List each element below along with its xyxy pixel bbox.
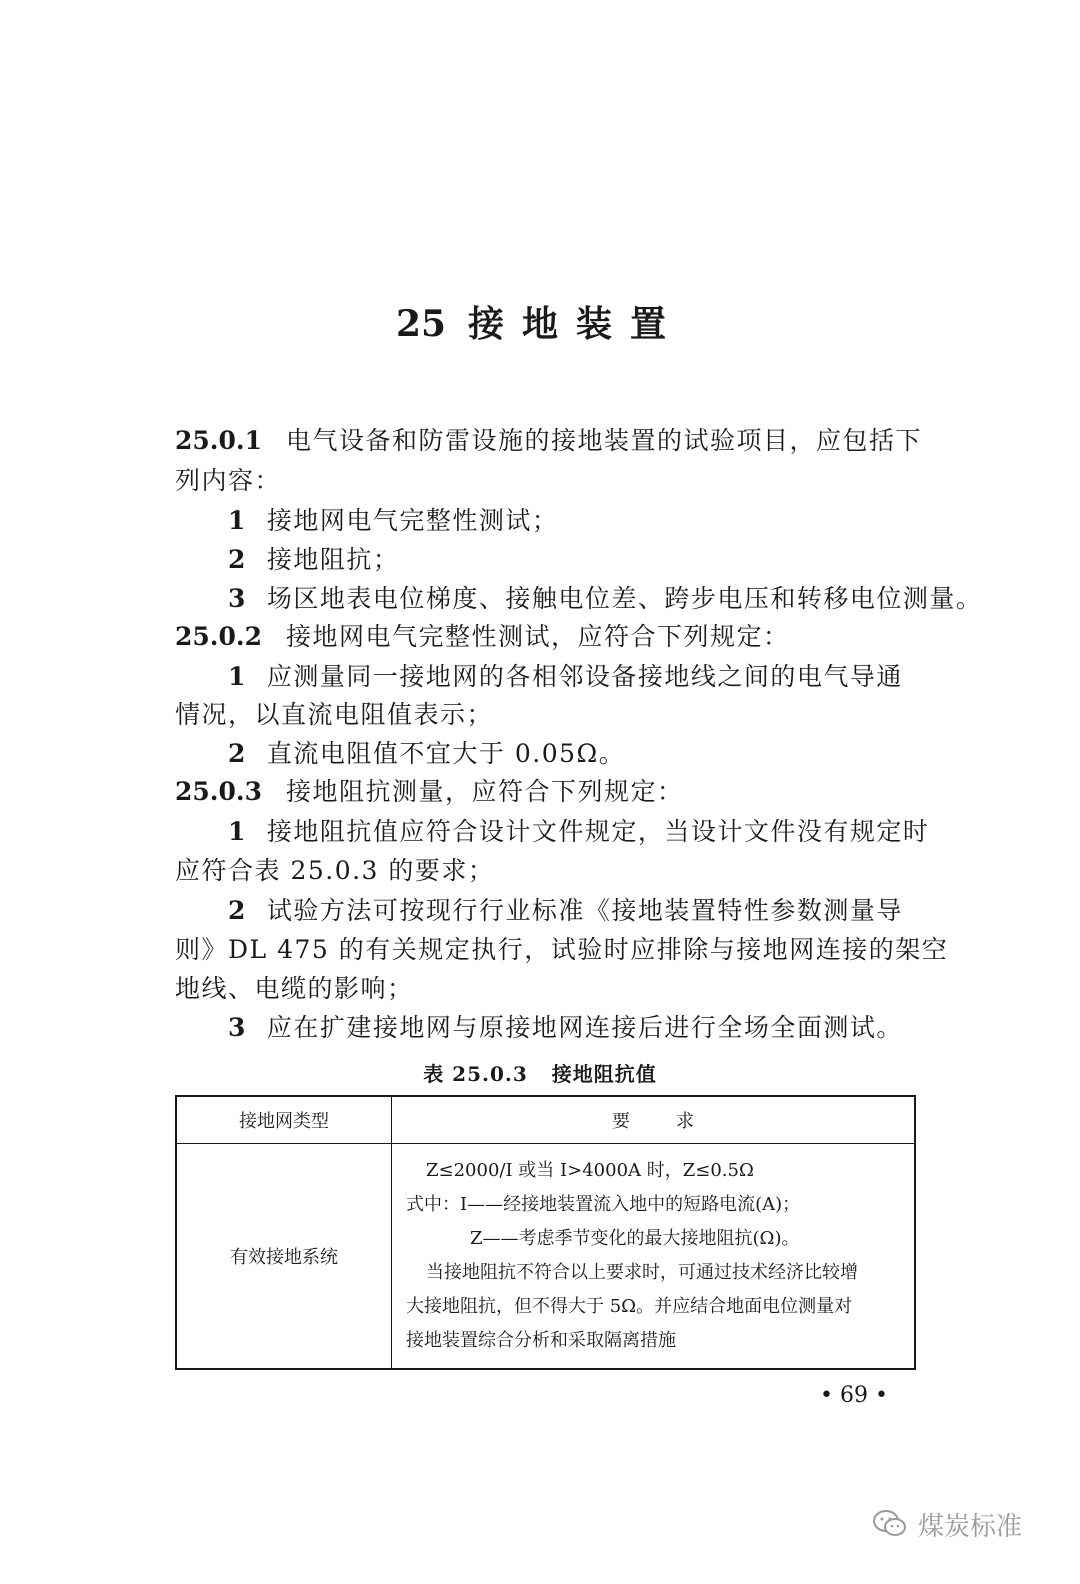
requirement-note-line: 大接地阻抗，但不得大于 5Ω。并应结合地面电位测量对 bbox=[406, 1296, 853, 1317]
item-text: 应测量同一接地网的各相邻设备接地线之间的电气导通 bbox=[266, 662, 903, 691]
table-header-row bbox=[176, 1096, 915, 1144]
section-number: 25.0.3 bbox=[175, 777, 262, 806]
list-item bbox=[228, 817, 930, 847]
table-caption-title: 接地阻抗值 bbox=[551, 1062, 657, 1086]
table-caption bbox=[0, 1058, 1080, 1087]
section-number: 25.0.2 bbox=[175, 622, 262, 651]
item-number: 2 bbox=[228, 545, 247, 574]
item-number: 1 bbox=[228, 662, 247, 691]
grid-type-cell: 有效接地系统 bbox=[176, 1144, 392, 1370]
formula-line: Z≤2000/I 或当 I>4000A 时，Z≤0.5Ω bbox=[426, 1160, 754, 1181]
chapter-number: 25 bbox=[395, 303, 447, 345]
clause-text: 接地网电气完整性测试，应符合下列规定： bbox=[286, 622, 790, 651]
item-number: 3 bbox=[228, 1013, 247, 1042]
list-item bbox=[228, 896, 920, 926]
clause-25-0-1 bbox=[175, 426, 923, 456]
formula-where-line: Z——考虑季节变化的最大接地阻抗(Ω)。 bbox=[470, 1228, 800, 1249]
list-item bbox=[228, 506, 920, 536]
item-text: 应在扩建接地网与原接地网连接后进行全场全面测试。 bbox=[266, 1013, 903, 1042]
list-item bbox=[228, 545, 920, 575]
list-item bbox=[228, 739, 920, 769]
item-text: 试验方法可按现行行业标准《接地装置特性参数测量导 bbox=[266, 896, 903, 925]
item-continuation: 情况，以直流电阻值表示； bbox=[175, 700, 494, 729]
list-item bbox=[228, 662, 920, 692]
item-text: 场区地表电位梯度、接触电位差、跨步电压和转移电位测量。 bbox=[266, 584, 983, 613]
item-continuation: 则》DL 475 的有关规定执行，试验时应排除与接地网连接的架空 bbox=[175, 935, 949, 964]
grounding-impedance-table bbox=[175, 1095, 916, 1370]
page-number: • 69 • bbox=[820, 1383, 888, 1408]
requirement-note-line: 当接地阻抗不符合以上要求时，可通过技术经济比较增 bbox=[426, 1262, 858, 1283]
watermark bbox=[872, 1506, 1022, 1542]
table-caption-label: 表 25.0.3 bbox=[423, 1062, 528, 1086]
table-row bbox=[176, 1144, 915, 1370]
requirement-cell bbox=[392, 1144, 916, 1370]
chapter-title bbox=[0, 296, 1080, 347]
item-text: 接地网电气完整性测试； bbox=[266, 506, 559, 535]
item-continuation: 地线、电缆的影响； bbox=[175, 974, 414, 1003]
clause-25-0-2 bbox=[175, 622, 920, 652]
item-text: 接地阻抗值应符合设计文件规定，当设计文件没有规定时 bbox=[266, 817, 930, 846]
item-number: 2 bbox=[228, 896, 247, 925]
item-number: 3 bbox=[228, 584, 247, 613]
item-text: 接地阻抗； bbox=[266, 545, 400, 574]
clause-text: 接地阻抗测量，应符合下列规定： bbox=[286, 777, 684, 806]
header-requirement: 要求 bbox=[392, 1096, 916, 1144]
wechat-icon bbox=[872, 1509, 908, 1539]
clause-text: 电气设备和防雷设施的接地装置的试验项目，应包括下 bbox=[286, 426, 923, 455]
chapter-name: 接地装置 bbox=[468, 303, 685, 345]
item-number: 2 bbox=[228, 739, 247, 768]
clause-25-0-3 bbox=[175, 777, 920, 807]
item-continuation: 应符合表 25.0.3 的要求； bbox=[175, 856, 495, 885]
requirement-note-line: 接地装置综合分析和采取隔离措施 bbox=[406, 1330, 676, 1351]
list-item bbox=[228, 1013, 920, 1043]
header-grid-type: 接地网类型 bbox=[176, 1096, 392, 1144]
watermark-text: 煤炭标准 bbox=[918, 1511, 1023, 1542]
item-text: 直流电阻值不宜大于 0.05Ω。 bbox=[266, 739, 626, 768]
item-number: 1 bbox=[228, 506, 247, 535]
clause-continuation: 列内容： bbox=[175, 466, 282, 495]
section-number: 25.0.1 bbox=[175, 426, 262, 455]
formula-where-line: 式中：I——经接地装置流入地中的短路电流(A)； bbox=[406, 1194, 801, 1215]
list-item bbox=[228, 584, 983, 614]
item-number: 1 bbox=[228, 817, 247, 846]
